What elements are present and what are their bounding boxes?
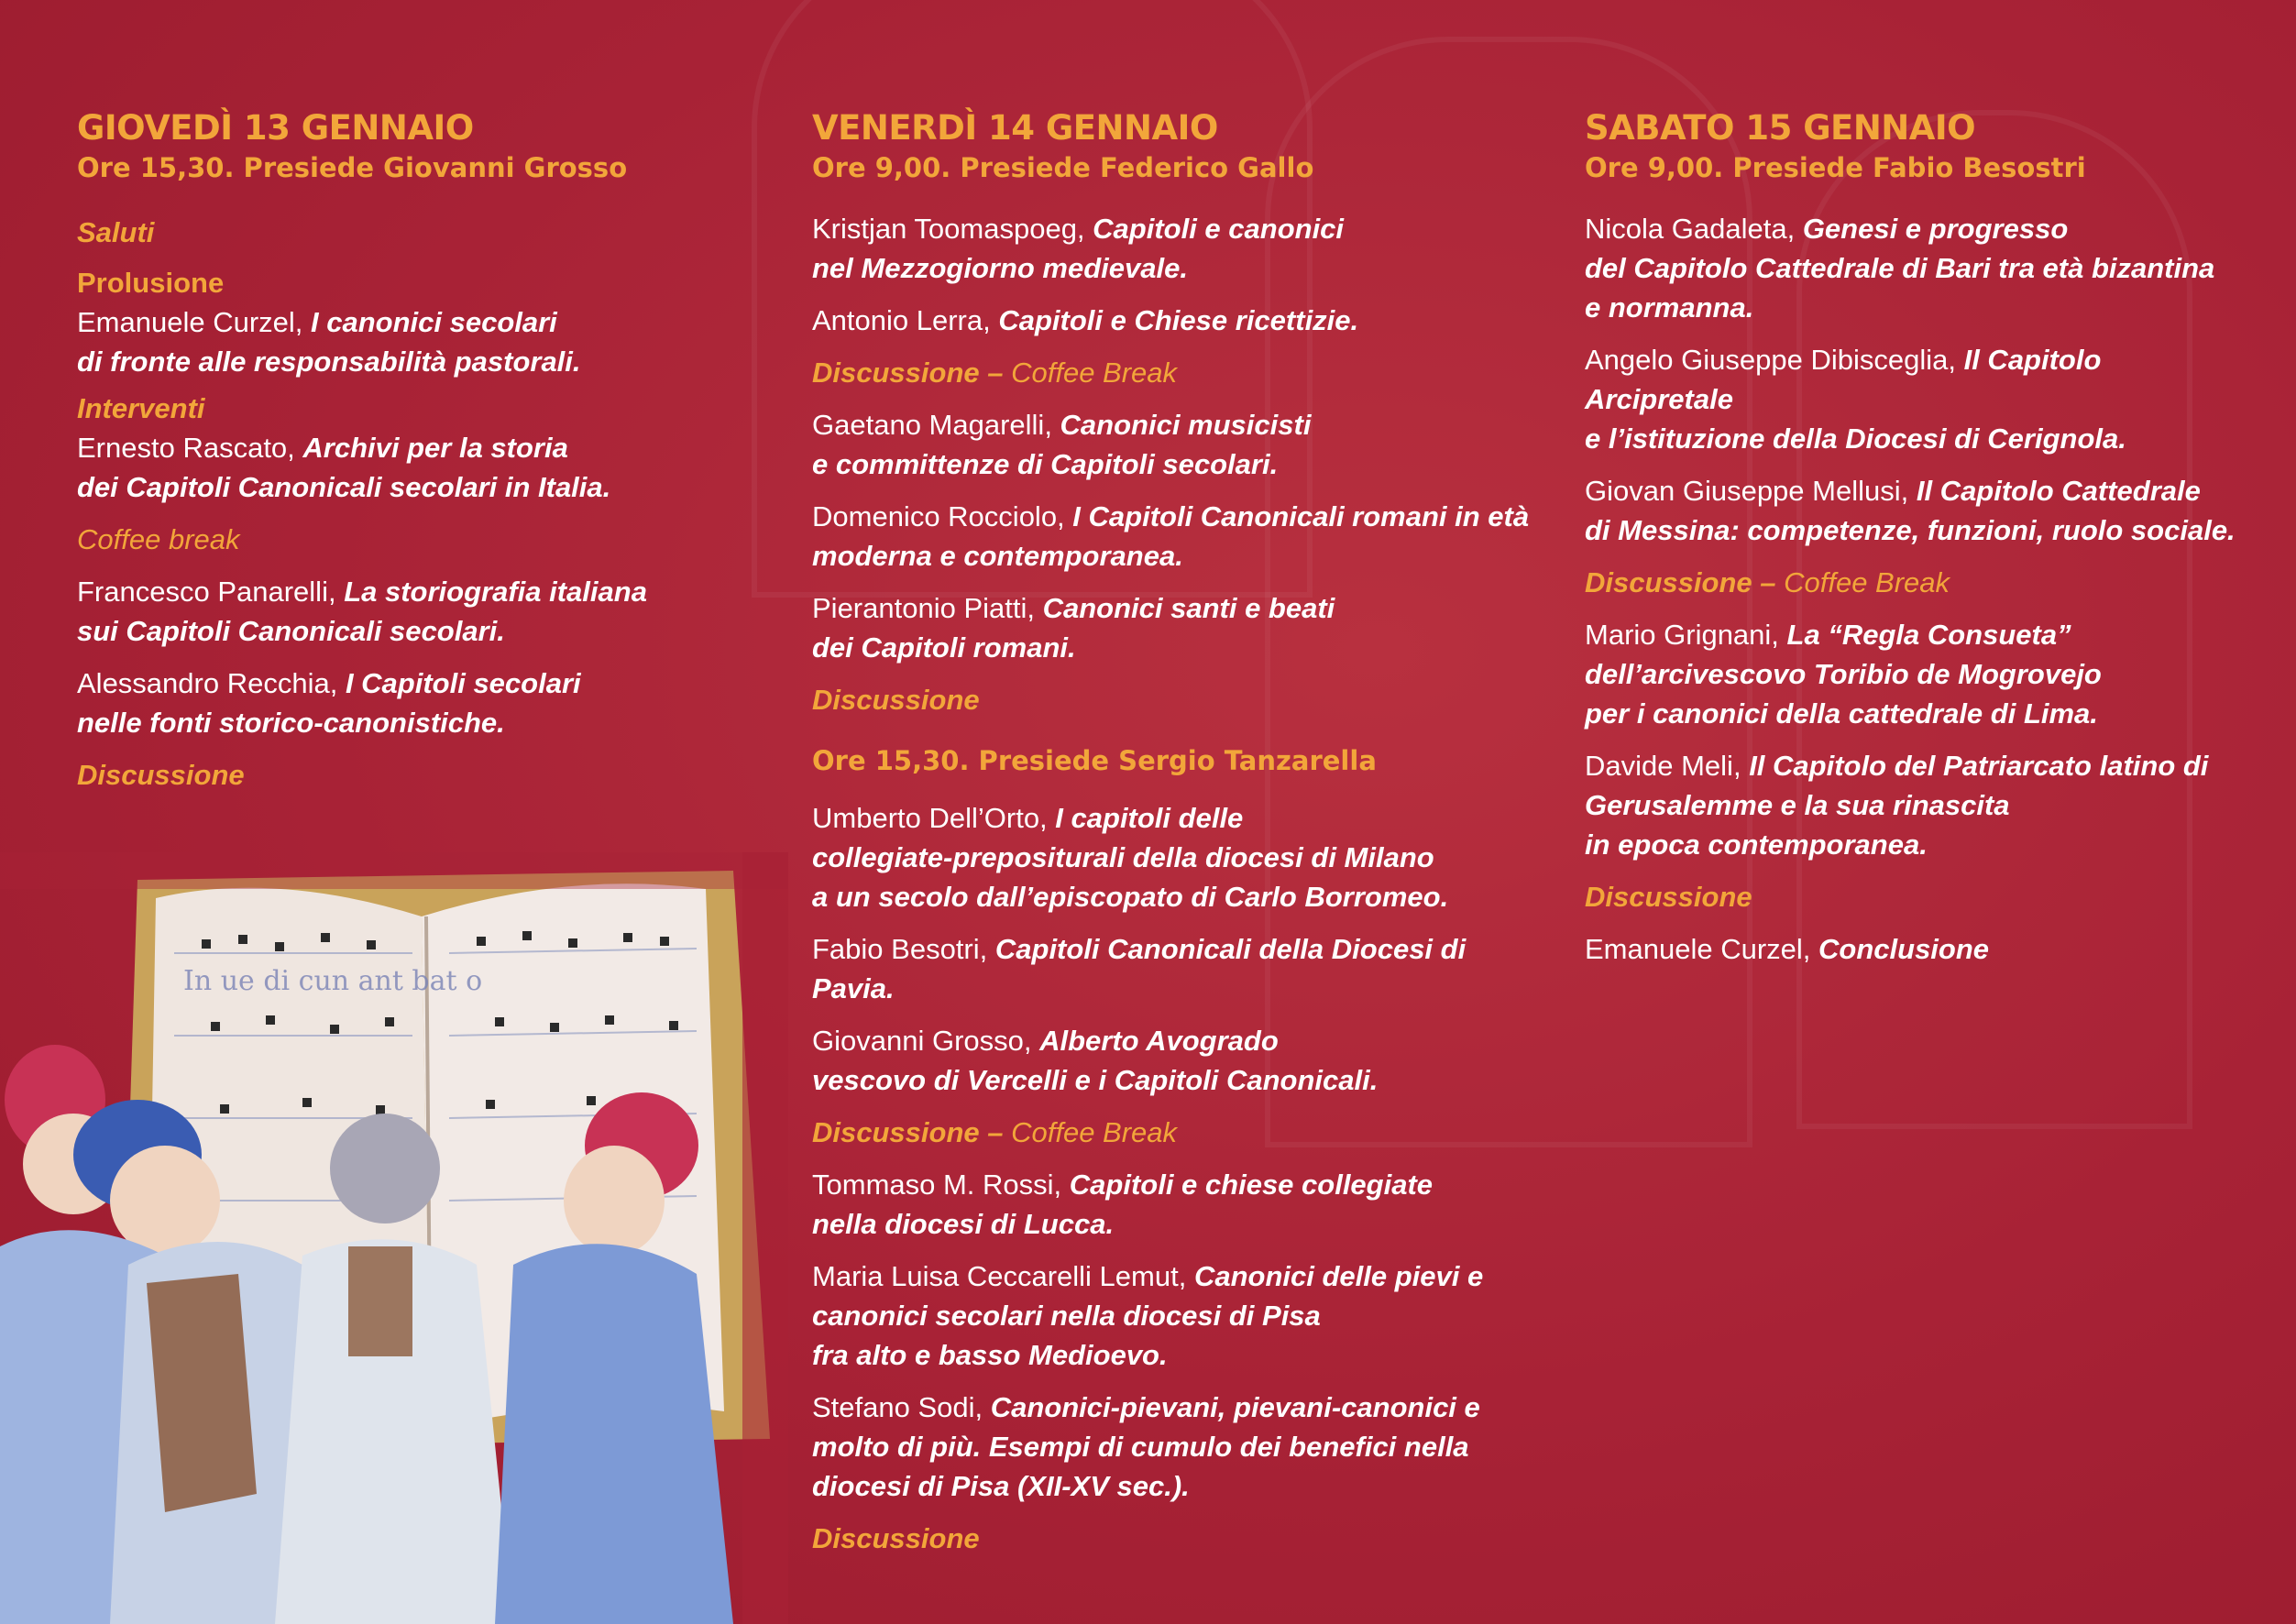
speaker: Davide Meli, [1585,750,1750,782]
speaker: Tommaso M. Rossi, [812,1169,1070,1201]
talk-title-cont: molto di più. Esempi di cumulo dei benefici nella [812,1431,1469,1463]
talk-title: Canonici-pievani, pievani-canonici e [990,1391,1480,1423]
talk-title: Alberto Avogrado [1039,1025,1279,1057]
coffee-break: Coffee Break [1011,357,1178,389]
session-heading: Ore 9,00. Presiede Federico Gallo [812,152,1314,183]
talk-title-cont: vescovo di Vercelli e i Capitoli Canonicali. [812,1064,1379,1096]
agenda-item [1585,563,2245,602]
talk-title: Genesi e progresso [1802,213,2069,245]
speaker: Antonio Lerra, [812,304,999,336]
talk-title: Canonici delle pievi e [1193,1260,1484,1292]
label-discussione: Discussione [812,1522,980,1554]
talk-title: I capitoli delle [1055,802,1244,834]
label-discussione: Discussione [1585,881,1752,913]
coffee-break: Coffee break [77,523,240,555]
agenda-item [77,213,719,252]
speaker: Kristjan Toomaspoeg, [812,213,1093,245]
speaker: Emanuele Curzel, [77,306,312,338]
coffee-break: Coffee Break [1011,1116,1178,1148]
agenda-item [77,263,719,381]
talk-title: La “Regla Consueta” [1786,619,2071,651]
agenda-item [1585,877,2245,916]
talk-title: Capitoli Canonicali della Diocesi di Pavia. [812,933,1467,1004]
talk-title-cont: a un secolo dall’episcopato di Carlo Borromeo. [812,881,1449,913]
agenda-item [1585,746,2245,864]
label-saluti: Saluti [77,216,155,248]
agenda-item [812,929,1545,1008]
label-interventi: Interventi [77,392,205,424]
speaker: Stefano Sodi, [812,1391,991,1423]
talk-title-cont: nella diocesi di Lucca. [812,1208,1115,1240]
agenda-item [812,1388,1545,1506]
agenda-item [812,1519,1545,1558]
day-title: VENERDÌ 14 GENNAIO [812,108,1218,148]
talk-title-cont: canonici secolari nella diocesi di Pisa [812,1300,1321,1332]
talk-title-cont: nelle fonti storico-canonistiche. [77,707,505,739]
label-discussione: Discussione [812,684,980,716]
session-heading: Ore 15,30. Presiede Giovanni Grosso [77,152,628,183]
speaker: Francesco Panarelli, [77,576,345,608]
speaker: Ernesto Rascato, [77,432,303,464]
agenda-item [77,664,719,742]
talk-title-cont: fra alto e basso Medioevo. [812,1339,1168,1371]
talk-title-cont: diocesi di Pisa (XII-XV sec.). [812,1470,1190,1502]
talk-title-cont: dei Capitoli Canonicali secolari in Italia. [77,471,611,503]
day-column-thursday [77,108,719,795]
book-lettering: In ue di cun ant bat o [183,965,483,997]
speaker: Angelo Giuseppe Dibisceglia, [1585,344,1964,376]
speaker: Mario Grignani, [1585,619,1787,651]
talk-title-cont: dei Capitoli romani. [812,631,1076,664]
agenda-item [812,1021,1545,1100]
agenda-item [1585,929,2245,969]
talk-title: I Capitoli Canonicali romani in età [1072,500,1530,532]
talk-title-cont: per i canonici della cattedrale di Lima. [1585,697,2098,730]
talk-title: Il Capitolo Cattedrale [1916,475,2201,507]
speaker: Giovan Giuseppe Mellusi, [1585,475,1917,507]
talk-title: Capitoli e chiese collegiate [1069,1169,1434,1201]
speaker: Emanuele Curzel, [1585,933,1819,965]
label-discussione: Discussione – [812,357,1012,389]
agenda-item [77,520,719,559]
agenda-item [812,301,1545,340]
talk-title: Il Capitolo del Patriarcato latino di [1749,750,2209,782]
talk-title-cont: del Capitolo Cattedrale di Bari tra età bizantina [1585,252,2215,284]
agenda-item [812,353,1545,392]
speaker: Gaetano Magarelli, [812,409,1060,441]
talk-title: Capitoli e canonici [1093,213,1345,245]
speaker: Pierantonio Piatti, [812,592,1043,624]
day-title: GIOVEDÌ 13 GENNAIO [77,108,474,148]
talk-title-cont: in epoca contemporanea. [1585,828,1928,861]
day-column-friday [812,108,1545,1558]
talk-title-cont: di fronte alle responsabilità pastorali. [77,346,581,378]
label-prolusione: Prolusione [77,267,225,299]
agenda-item [1585,209,2245,327]
talk-title-cont: sui Capitoli Canonicali secolari. [77,615,505,647]
agenda-item [812,588,1545,667]
speaker: Nicola Gadaleta, [1585,213,1803,245]
speaker: Alessandro Recchia, [77,667,346,699]
agenda-item [812,209,1545,288]
label-discussione: Discussione [77,759,245,791]
talk-title: Conclusione [1818,933,1990,965]
agenda-item [812,1165,1545,1244]
agenda-item [77,755,719,795]
agenda-item [812,405,1545,484]
talk-title: I Capitoli secolari [345,667,581,699]
agenda-item [1585,471,2245,550]
agenda-item [812,798,1545,916]
session-heading: Ore 15,30. Presiede Sergio Tanzarella [812,745,1377,776]
talk-title-cont: e normanna. [1585,291,1754,324]
day-title: SABATO 15 GENNAIO [1585,108,1976,148]
talk-title-cont: dell’arcivescovo Toribio de Mogrovejo [1585,658,2102,690]
label-discussione: Discussione – [812,1116,1012,1148]
speaker: Giovanni Grosso, [812,1025,1040,1057]
coffee-break: Coffee Break [1784,566,1950,598]
talk-title-cont: e l’istituzione della Diocesi di Cerignola. [1585,422,2126,455]
talk-title-cont: collegiate-prepositurali della diocesi di Milano [812,841,1434,873]
agenda-item [1585,615,2245,733]
day-column-saturday [1585,108,2245,969]
talk-title: Canonici santi e beati [1042,592,1335,624]
agenda-item [1585,340,2245,458]
talk-title: Canonici musicisti [1060,409,1312,441]
talk-title: Archivi per la storia [302,432,568,464]
agenda-item [812,1256,1545,1375]
manuscript-illustration-icon [0,852,788,1624]
talk-title: Capitoli e Chiese ricettizie. [998,304,1359,336]
talk-title-cont: e committenze di Capitoli secolari. [812,448,1279,480]
agenda-item [812,680,1545,719]
speaker: Maria Luisa Ceccarelli Lemut, [812,1260,1194,1292]
agenda-item [77,572,719,651]
agenda-item [77,389,719,507]
talk-title: Il Capitolo Arcipretale [1585,344,2102,415]
label-discussione: Discussione – [1585,566,1785,598]
talk-title-cont: moderna e contemporanea. [812,540,1183,572]
talk-title: I canonici secolari [311,306,557,338]
agenda-item [812,497,1545,576]
speaker: Umberto Dell’Orto, [812,802,1056,834]
agenda-item [812,1113,1545,1152]
talk-title: La storiografia italiana [344,576,647,608]
talk-title-cont: Gerusalemme e la sua rinascita [1585,789,2010,821]
talk-title-cont: nel Mezzogiorno medievale. [812,252,1188,284]
session-heading: Ore 9,00. Presiede Fabio Besostri [1585,152,2086,183]
speaker: Fabio Besotri, [812,933,995,965]
talk-title-cont: di Messina: competenze, funzioni, ruolo sociale. [1585,514,2236,546]
speaker: Domenico Rocciolo, [812,500,1073,532]
